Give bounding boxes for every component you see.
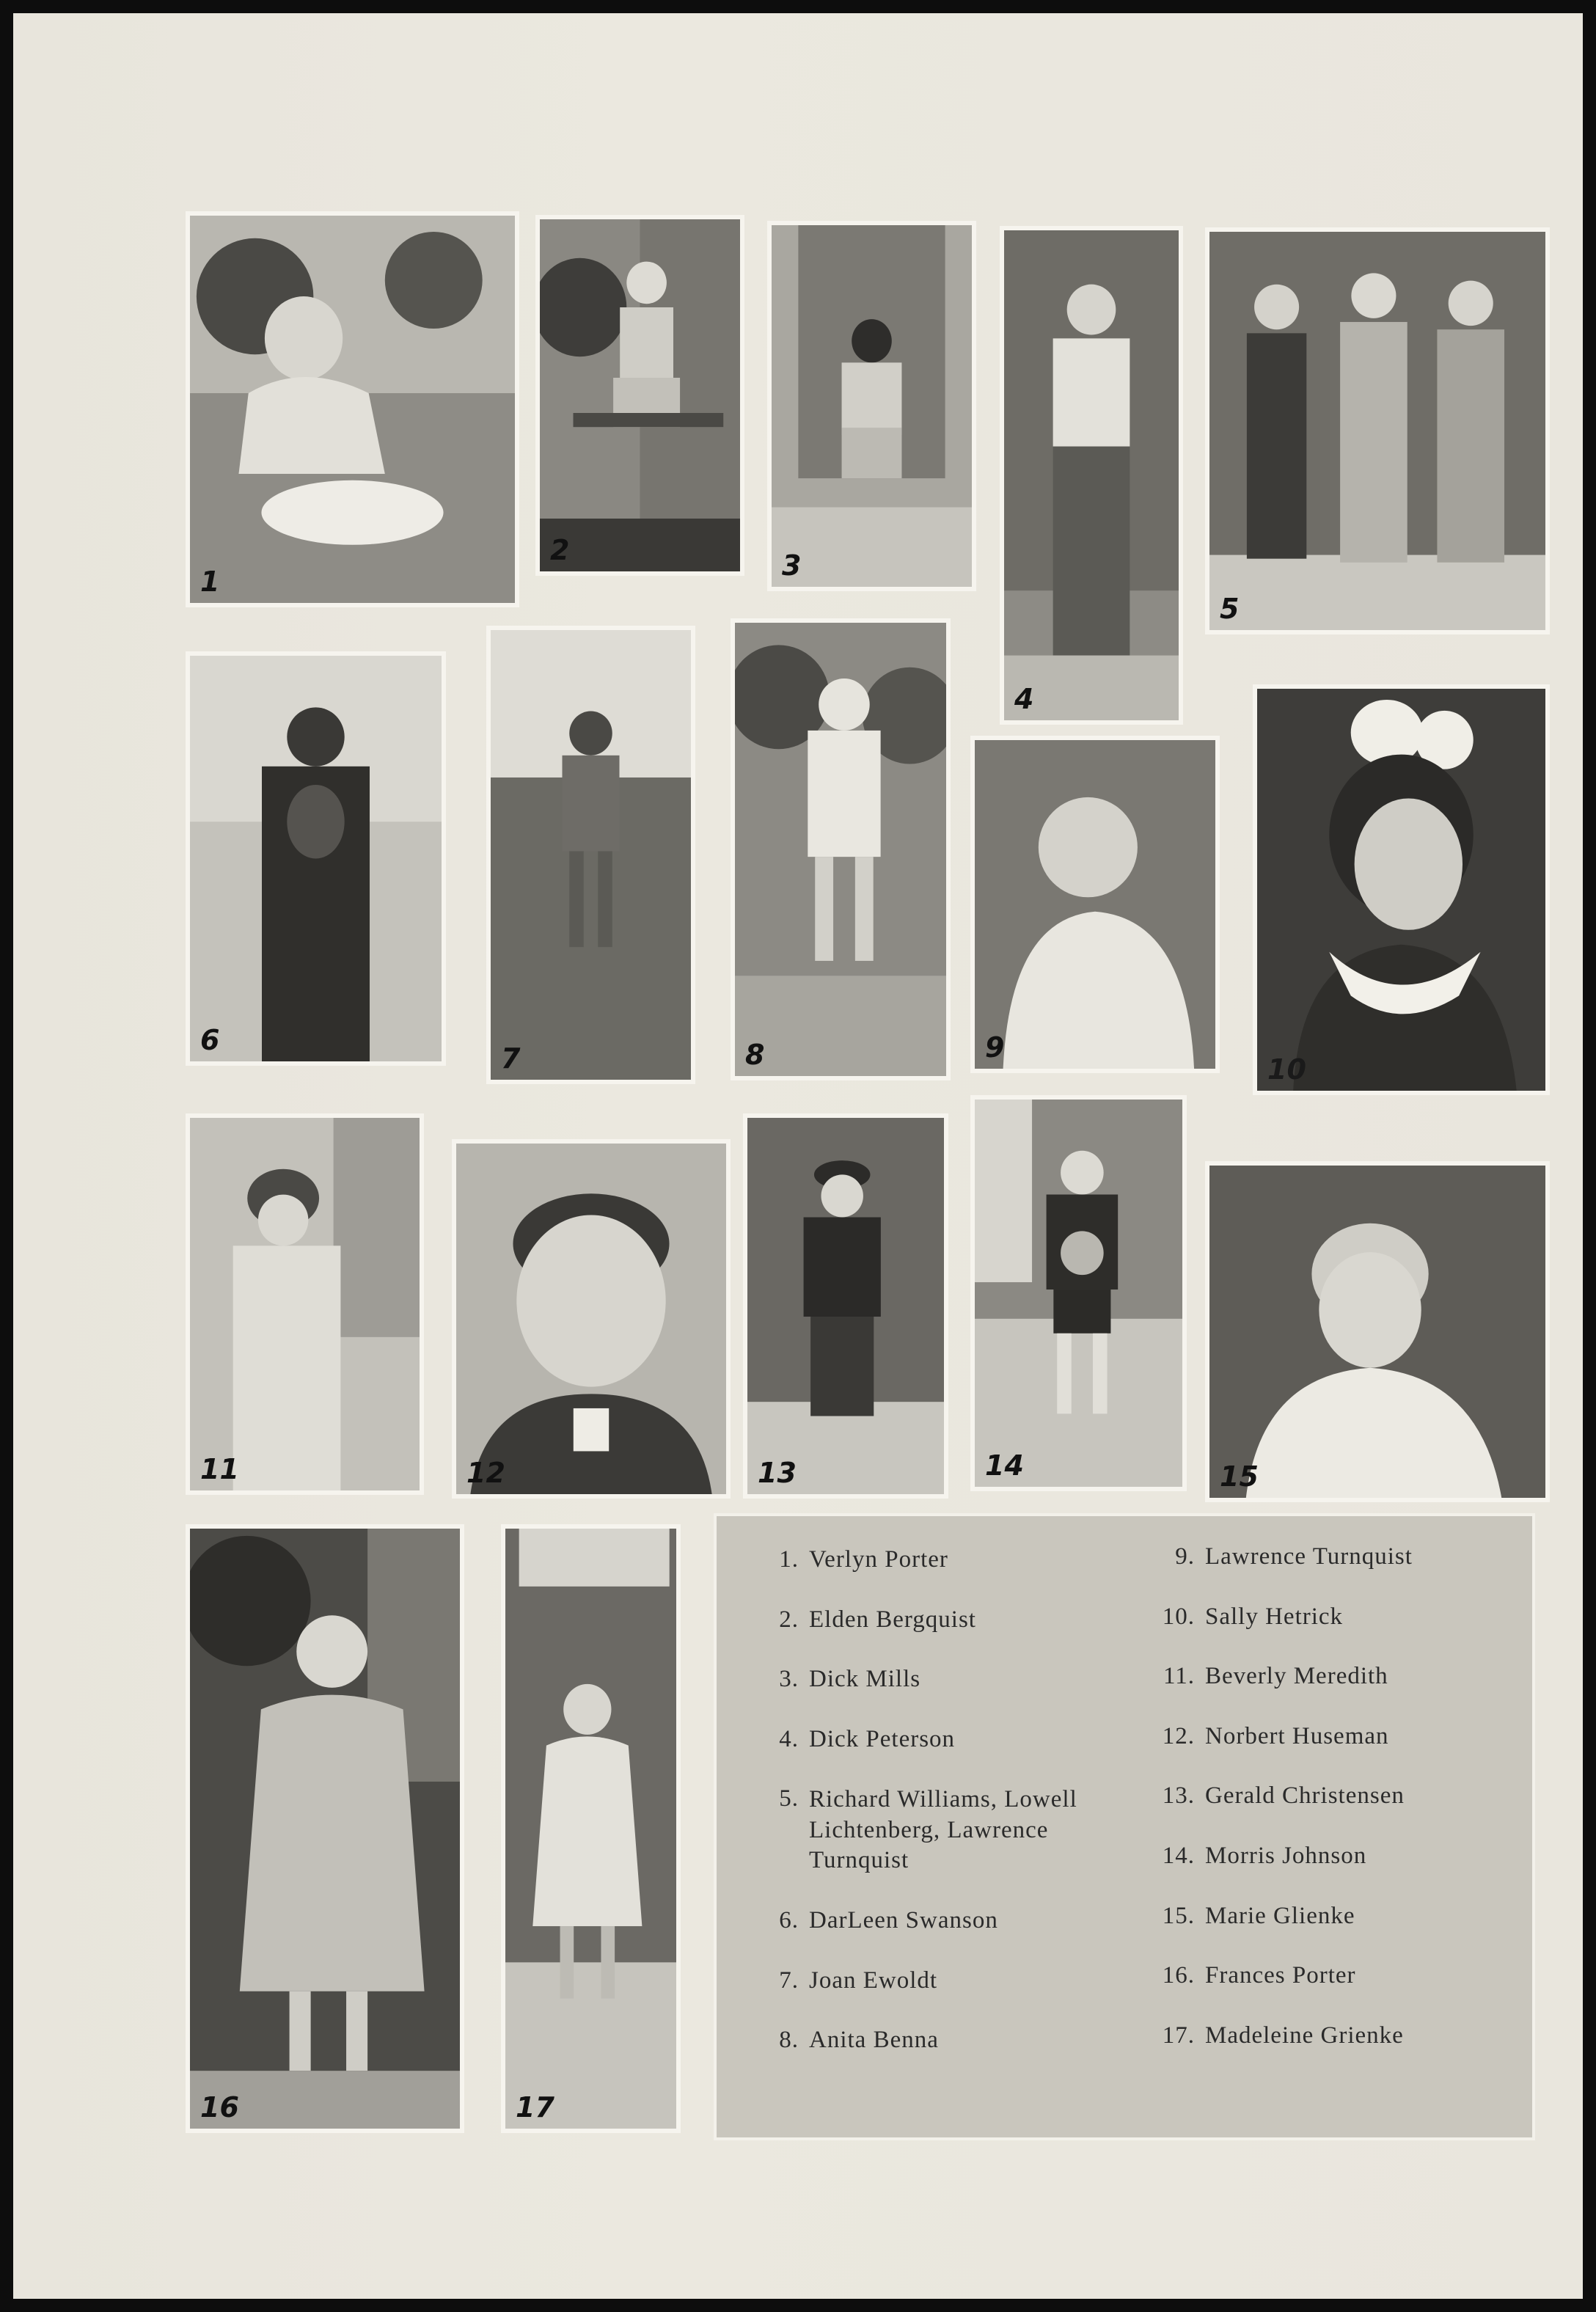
- photo-number: 15: [1220, 1460, 1259, 1493]
- photo-13: [743, 1113, 948, 1499]
- photo-number: 5: [1220, 593, 1240, 625]
- list-item: 15. Marie Glienke: [1162, 1902, 1355, 1929]
- list-item: 5. Richard Williams, Lowell Lichtenberg, Lawrence Turnquist: [779, 1785, 1077, 1873]
- photo-number: 16: [200, 2091, 239, 2123]
- photo-number: 8: [745, 1039, 765, 1071]
- photo-number: 9: [985, 1031, 1005, 1064]
- list-item: 13. Gerald Christensen: [1162, 1782, 1405, 1810]
- list-item: 14. Morris Johnson: [1162, 1842, 1367, 1869]
- caption-column-left: [761, 1545, 1135, 2086]
- photo-17: [501, 1524, 681, 2133]
- list-item: 9. Lawrence Turnquist: [1175, 1543, 1413, 1570]
- photo-12: [452, 1139, 731, 1499]
- photo-3: [767, 221, 976, 591]
- list-item: 3. Dick Mills: [779, 1666, 921, 1693]
- list-item: 6. DarLeen Swanson: [779, 1907, 998, 1934]
- photo-number: 1: [200, 566, 220, 598]
- list-item: 16. Frances Porter: [1162, 1962, 1356, 1989]
- photo-number: 6: [200, 1024, 220, 1056]
- photo-14: [970, 1095, 1187, 1491]
- caption-list: [714, 1513, 1535, 2140]
- list-item: 11. Beverly Meredith: [1163, 1663, 1388, 1690]
- list-item: 10. Sally Hetrick: [1162, 1603, 1344, 1630]
- photo-10: [1253, 684, 1550, 1095]
- photo-11: [186, 1113, 424, 1495]
- photo-16: [186, 1524, 464, 2133]
- yearbook-page: [13, 13, 1583, 2299]
- photo-6: [186, 651, 446, 1066]
- caption-column-right: [1157, 1543, 1523, 2081]
- photo-5: [1205, 227, 1550, 634]
- list-item: 2. Elden Bergquist: [779, 1606, 976, 1633]
- photo-number: 12: [466, 1457, 505, 1489]
- photo-number: 10: [1267, 1053, 1306, 1086]
- photo-number: 4: [1014, 683, 1034, 715]
- list-item: 8. Anita Benna: [779, 2027, 939, 2054]
- photo-2: [535, 215, 744, 576]
- photo-number: 7: [501, 1042, 521, 1075]
- photo-number: 2: [550, 534, 570, 566]
- list-item: 7. Joan Ewoldt: [779, 1967, 938, 1994]
- list-item: 12. Norbert Huseman: [1162, 1722, 1389, 1749]
- photo-number: 11: [200, 1453, 239, 1485]
- photo-number: 14: [985, 1449, 1024, 1482]
- photo-8: [731, 618, 951, 1080]
- photo-15: [1205, 1161, 1550, 1502]
- photo-4: [1000, 226, 1183, 725]
- list-item: 1. Verlyn Porter: [779, 1546, 948, 1573]
- photo-9: [970, 736, 1220, 1073]
- photo-number: 17: [516, 2091, 554, 2123]
- list-item: 4. Dick Peterson: [779, 1725, 956, 1752]
- photo-7: [486, 626, 695, 1084]
- photo-1: [186, 211, 519, 607]
- list-item: 17. Madeleine Grienke: [1162, 2022, 1404, 2049]
- photo-number: 3: [782, 549, 802, 582]
- photo-number: 13: [758, 1457, 797, 1489]
